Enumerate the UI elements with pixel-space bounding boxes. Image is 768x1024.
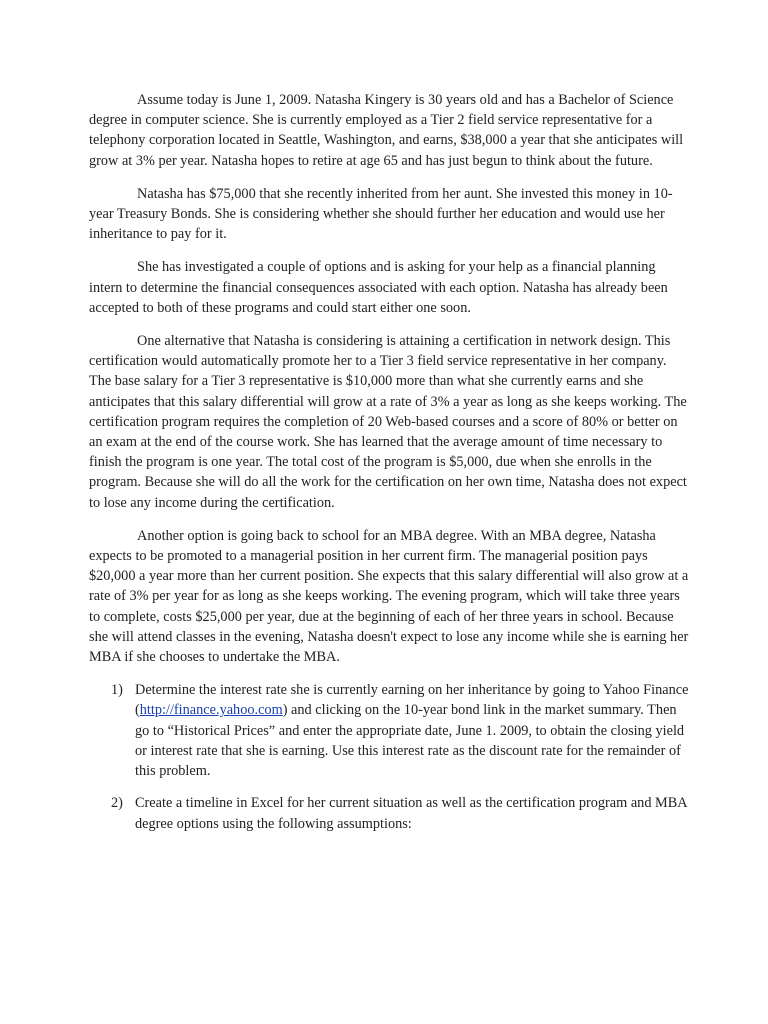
yahoo-finance-link[interactable]: http://finance.yahoo.com: [139, 702, 283, 719]
document-body: [89, 90, 689, 846]
list-item-number: 2): [111, 795, 123, 812]
question-list: [89, 680, 689, 833]
paragraph-inheritance: Natasha has $75,000 that she recently inherited from her aunt. She invested this money in 10-year Treasury Bonds. She is considering whether she should further her education and would use her inheritance to pay for it.: [89, 185, 673, 243]
list-item-text: [135, 682, 688, 779]
paragraph-intro: Assume today is June 1, 2009. Natasha Kingery is 30 years old and has a Bachelor of Science degree in computer science. She is currently employed as a Tier 2 field service representative for a telephony corporation located in Seattle, Washington, and earns, $38,000 a year that she anticipates will grow at 3% per year. Natasha hopes to retire at age 65 and has just begun to think about the future.: [89, 92, 684, 169]
list-item-number: 1): [111, 682, 123, 699]
list-item: [89, 680, 689, 781]
list-item-text-after-link: ) and clicking on the 10-year bond link in the market summary. Then go to “Historical Prices” and enter the appropriate date, June 1. 2009, to obtain the closing yield or interest rate that she is earning. Use this interest rate as the discount rate for the remainder of this problem.: [135, 702, 685, 780]
paragraph-mba: Another option is going back to school for an MBA degree. With an MBA degree, Natasha expects to be promoted to a managerial position in her current firm. The managerial position pays $20,000 a year more than her current position. She expects that this salary differential will also grow at a rate of 3% per year for as long as she keeps working. The evening program, which will take three years to complete, costs $25,000 per year, due at the beginning of each of her three years in school. Because she will attend classes in the evening, Natasha doesn't expect to lose any income while she is earning her MBA if she chooses to undertake the MBA.: [89, 527, 689, 666]
list-item-text: Create a timeline in Excel for her current situation as well as the certification program and MBA degree options using the following assumptions:: [135, 795, 687, 832]
paragraph-options: She has investigated a couple of options and is asking for your help as a financial planning intern to determine the financial consequences associated with each option. Natasha has already been accepted to both of these programs and could start either one soon.: [89, 259, 668, 316]
list-item-text-before-link: Determine the interest rate she is currently earning on her inheritance by going to Yahoo Finance (: [135, 682, 689, 719]
list-item: [89, 793, 689, 833]
paragraph-certification: One alternative that Natasha is considering is attaining a certification in network design. This certification would automatically promote her to a Tier 3 field service representative in her company. The base salary for a Tier 3 representative is $10,000 more than what she currently earns and she anticipates that this salary differential will grow at a rate of 3% a year as long as she keeps working. The certification program requires the completion of 20 Web-based courses and a score of 80% or better on an exam at the end of the course work. She has learned that the average amount of time necessary to finish the program is one year. The total cost of the program is $5,000, due when she enrolls in the program. Because she will do all the work for the certification on her own time, Natasha does not expect to lose any income during the certification.: [89, 333, 687, 511]
